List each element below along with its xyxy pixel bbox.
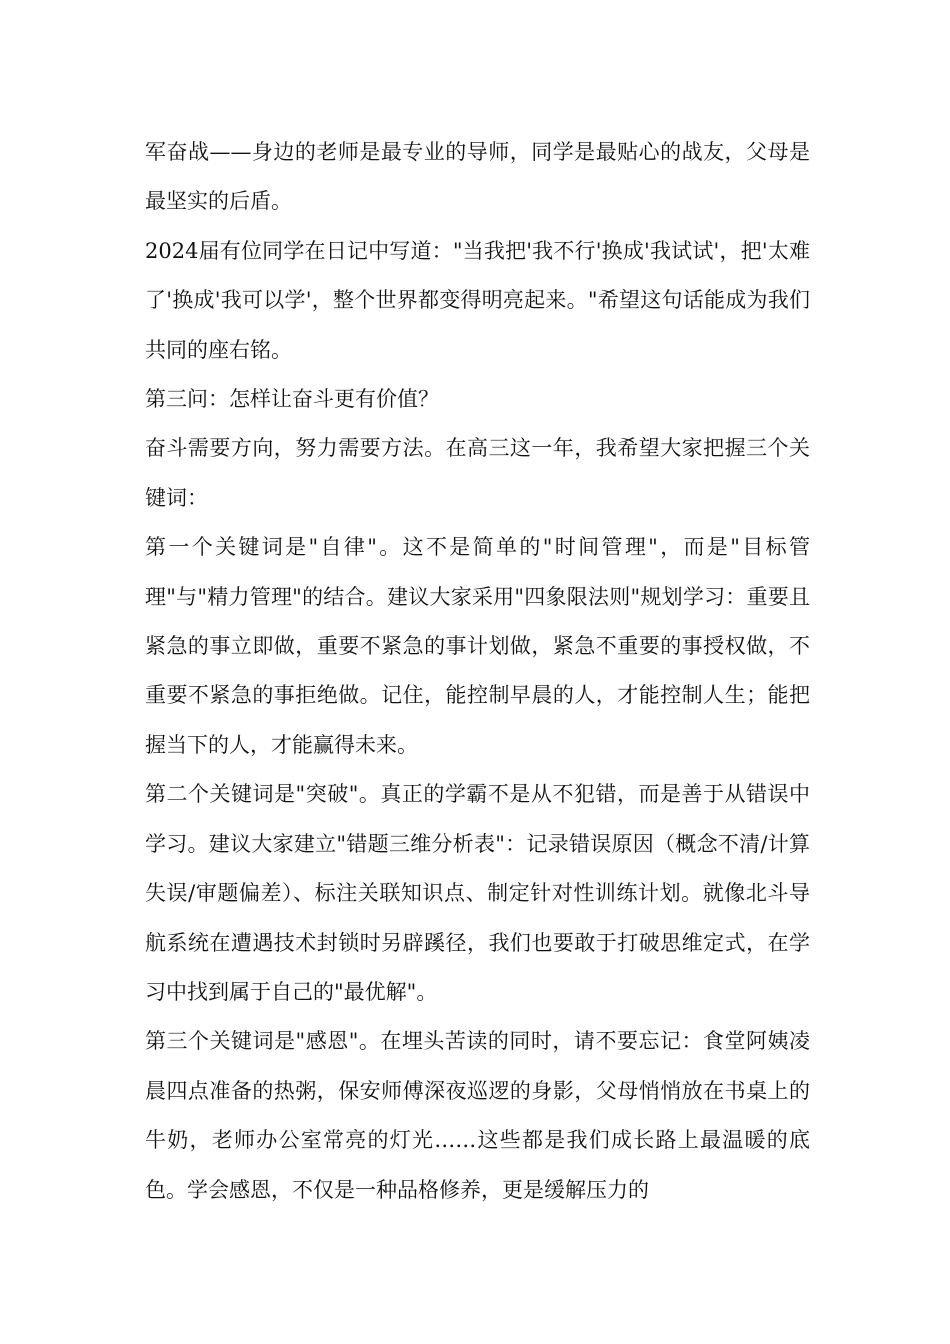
paragraph-keyword-self-discipline: 第一个关键词是"自律"。这不是简单的"时间管理"，而是"目标管理"与"精力管理"的结合。建议大家采用"四象限法则"规划学习：重要且紧急的事立即做，重要不紧急的事计划做，紧急不重要的事授权做，不重要不紧急的事拒绝做。记住，能控制早晨的人，才能控制人生；能把握当下的人，才能赢得未来。 — [145, 535, 810, 757]
paragraph-keywords-intro: 奋斗需要方向，努力需要方法。在高三这一年，我希望大家把握三个关键词： — [145, 436, 810, 510]
paragraph-continuation: 军奋战——身边的老师是最专业的导师，同学是最贴心的战友，父母是最坚实的后盾。 — [145, 140, 810, 214]
paragraph-diary-quote: 2024届有位同学在日记中写道："当我把'我不行'换成'我试试'，把'太难了'换成'我可以学'，整个世界都变得明亮起来。"希望这句话能成为我们共同的座右铭。 — [145, 238, 810, 362]
paragraph-keyword-breakthrough: 第二个关键词是"突破"。真正的学霸不是从不犯错，而是善于从错误中学习。建议大家建立"错题三维分析表"：记录错误原因（概念不清/计算失误/审题偏差）、标注关联知识点、制定针对性训练计划。就像北斗导航系统在遭遇技术封锁时另辟蹊径，我们也要敢于打破思维定式，在学习中找到属于自己的"最优解"。 — [145, 782, 810, 1004]
section-heading-third-question: 第三问：怎样让奋斗更有价值？ — [145, 387, 439, 412]
document-body — [145, 128, 810, 1215]
paragraph-keyword-gratitude: 第三个关键词是"感恩"。在埋头苦读的同时，请不要忘记：食堂阿姨凌晨四点准备的热粥，保安师傅深夜巡逻的身影，父母悄悄放在书桌上的牛奶，老师办公室常亮的灯光……这些都是我们成长路上最温暖的底色。学会感恩，不仅是一种品格修养，更是缓解压力的 — [145, 1029, 810, 1202]
